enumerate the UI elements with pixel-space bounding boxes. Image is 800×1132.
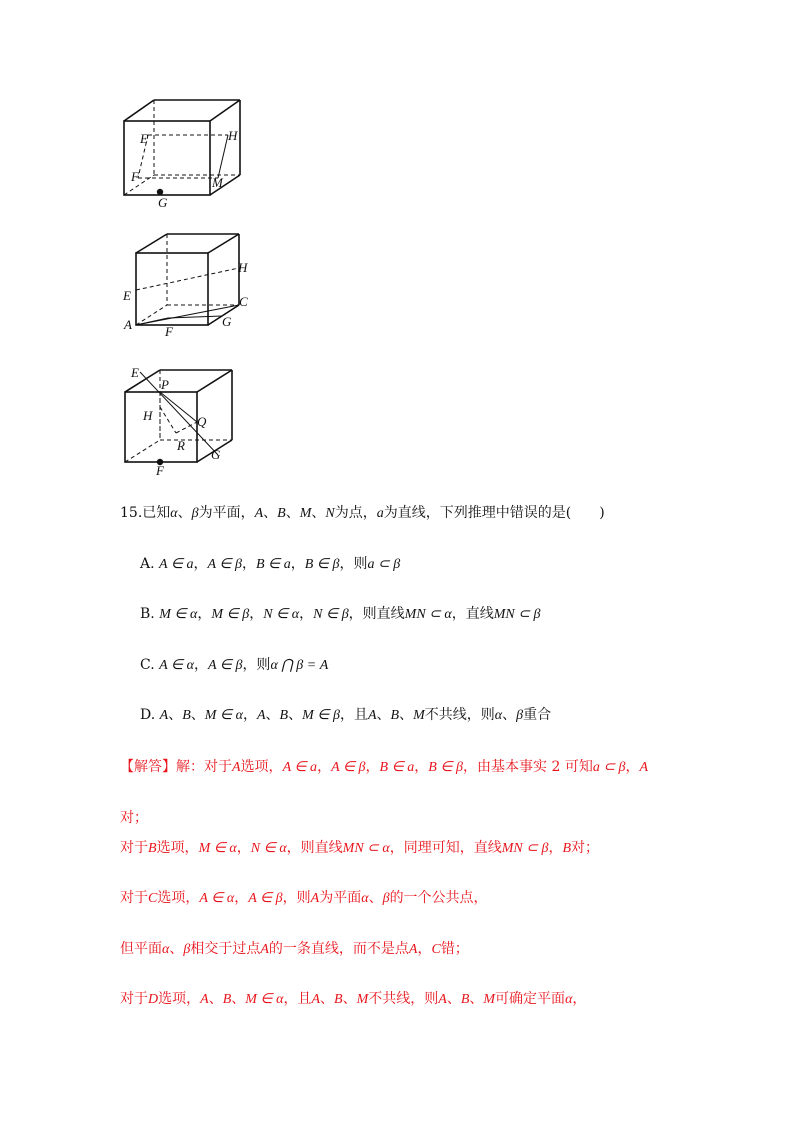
math-expression: B (148, 841, 157, 856)
text-run: 、 (399, 707, 414, 723)
math-expression: M ∈ β (302, 708, 340, 723)
math-expression: A (254, 506, 264, 521)
text-run: 、 (502, 707, 517, 723)
math-expression: M ∈ α (204, 708, 243, 723)
text-run: ， (242, 707, 257, 723)
text-run: ( ) (565, 505, 605, 521)
option-label: D. (140, 707, 156, 723)
text-run: 、 (469, 991, 484, 1007)
text-run: 、 (169, 941, 184, 957)
math-expression: M ∈ α (245, 992, 284, 1007)
text-run: ， (234, 890, 249, 906)
math-expression: B (334, 992, 343, 1007)
text-run: ， (317, 759, 332, 775)
label-P: P (161, 377, 169, 392)
text-run: 、 (342, 991, 357, 1007)
text-run: 选项， (240, 759, 283, 775)
label-G: G (211, 447, 221, 462)
math-expression: A (311, 992, 321, 1007)
math-expression: β (191, 506, 199, 521)
math-expression: C (431, 942, 441, 957)
label-F: F (165, 324, 173, 339)
math-expression: MN ⊂ α (342, 841, 390, 856)
text-run: 错； (440, 941, 469, 957)
math-expression: β (382, 891, 390, 906)
math-expression: A ∈ α (199, 891, 235, 906)
option-label: B. (140, 606, 155, 622)
math-expression: A (408, 942, 418, 957)
text-run: 【解答】解：对于 (120, 759, 232, 775)
text-run: 选项， (158, 991, 201, 1007)
math-expression: A ∈ β (207, 557, 242, 572)
math-expression: α ⋂ β = A (270, 658, 329, 673)
text-run: 为平面， (198, 505, 255, 521)
text-run: ，且 (283, 991, 312, 1007)
math-expression: A ∈ β (207, 658, 243, 673)
text-run: 对于 (120, 991, 148, 1007)
text-run: ，则 (282, 890, 311, 906)
label-E: E (140, 131, 148, 146)
math-expression: A ∈ a (282, 760, 318, 775)
option-label: C. (140, 657, 155, 673)
math-expression: A (200, 992, 209, 1007)
text-run: ，则直线 (348, 606, 405, 622)
stem-content (142, 505, 604, 521)
text-run: 不共线，则 (368, 991, 439, 1007)
math-expression: A ∈ a (159, 557, 194, 572)
text-run: 、 (231, 991, 246, 1007)
label-H: H (143, 408, 153, 423)
math-expression: A ∈ β (331, 760, 366, 775)
math-expression: a ⊂ β (367, 557, 401, 572)
math-expression: A (260, 942, 269, 957)
text-run: ，则 (339, 556, 368, 572)
option-a (140, 554, 400, 575)
math-expression: B ∈ a (255, 557, 291, 572)
math-expression: α (162, 942, 170, 957)
label-F: F (131, 169, 139, 184)
text-run: 选项， (156, 840, 199, 856)
label-E: E (123, 288, 131, 303)
question-number: 15. (120, 505, 143, 521)
text-run: 、 (177, 505, 192, 521)
text-run: 、 (320, 991, 335, 1007)
text-run: ， (241, 556, 256, 572)
question-stem (120, 503, 605, 524)
text-run: 为点， (334, 505, 377, 521)
math-expression: M (356, 992, 369, 1007)
text-run: 已知 (142, 505, 171, 521)
text-run: ， (299, 606, 314, 622)
math-expression: MN ⊂ β (501, 841, 549, 856)
math-expression: A (256, 708, 266, 723)
option-content (160, 707, 551, 723)
option-d (140, 705, 551, 726)
label-A: A (124, 317, 132, 332)
math-expression: B (222, 992, 232, 1007)
solution-line-2 (120, 808, 148, 828)
text-run: 、 (263, 505, 278, 521)
text-run: 但平面 (120, 941, 162, 957)
math-expression: α (494, 708, 503, 723)
figure-cube-2 (120, 228, 265, 343)
math-expression: B ∈ β (304, 557, 340, 572)
option-c (140, 655, 328, 676)
text-run: ，由基本事实 2 可知 (463, 759, 593, 775)
text-run: 重合 (523, 707, 552, 723)
math-expression: N (325, 506, 335, 521)
text-run: ， (236, 840, 251, 856)
text-run: ， (625, 759, 640, 775)
text-run: ，则直线 (286, 840, 343, 856)
text-run: ，同理可知，直线 (389, 840, 502, 856)
text-run: ， (290, 556, 305, 572)
math-expression: N ∈ α (263, 607, 300, 622)
label-Q: Q (197, 414, 207, 429)
text-run: ， (548, 840, 563, 856)
text-run: 的一个公共点， (389, 890, 488, 906)
text-run: 、 (288, 707, 303, 723)
math-expression: C (148, 891, 158, 906)
text-run: 为平面 (319, 890, 362, 906)
text-run: ， (193, 556, 208, 572)
text-run: 、 (265, 707, 280, 723)
math-expression: B (279, 708, 289, 723)
math-expression: A (310, 891, 320, 906)
label-G: G (158, 195, 168, 210)
math-expression: A (159, 708, 169, 723)
text-run: 、 (285, 505, 300, 521)
text-run: ， (193, 657, 208, 673)
label-E: E (131, 365, 139, 380)
solution-line-4 (120, 888, 488, 909)
text-run: 的一条直线，而不是点 (268, 941, 409, 957)
text-run: ， (414, 759, 429, 775)
math-expression: M ∈ α (198, 841, 237, 856)
text-run: 不共线，则 (424, 707, 495, 723)
text-run: ， (197, 606, 212, 622)
math-expression: A (232, 760, 241, 775)
math-expression: A ∈ β (248, 891, 283, 906)
option-content (159, 556, 400, 572)
label-M: M (212, 175, 223, 190)
text-run: 、 (311, 505, 326, 521)
text-run: 、 (190, 707, 205, 723)
math-expression: β (183, 942, 191, 957)
text-run: 为直线，下列推理中错误的是 (383, 505, 566, 521)
math-expression: β (516, 708, 524, 723)
text-run: 、 (446, 991, 461, 1007)
math-expression: MN ⊂ α (404, 607, 452, 622)
text-run: ，直线 (451, 606, 494, 622)
option-b (140, 604, 540, 625)
math-expression: B (562, 841, 572, 856)
math-expression: α (170, 506, 178, 521)
text-run: 对； (571, 840, 600, 856)
text-run: 相交于过点 (190, 941, 261, 957)
text-run: 选项， (157, 890, 200, 906)
text-run: 、 (376, 707, 391, 723)
math-expression: B ∈ a (379, 760, 415, 775)
option-content (159, 606, 540, 622)
math-expression: N ∈ α (250, 841, 287, 856)
math-expression: M ∈ β (211, 607, 250, 622)
math-expression: B (460, 992, 470, 1007)
math-expression: a ⊂ β (592, 760, 626, 775)
figure-cube-1 (110, 95, 260, 210)
math-expression: A (438, 992, 447, 1007)
solution-line-5 (120, 939, 469, 960)
text-run: 、 (168, 707, 183, 723)
label-R: R (177, 438, 185, 453)
text-run: 对于 (120, 840, 148, 856)
solution-line-3 (120, 838, 599, 859)
label-G: G (222, 314, 232, 329)
math-expression: B ∈ β (428, 760, 464, 775)
math-expression: MN ⊂ β (493, 607, 541, 622)
text-run: 、 (368, 890, 383, 906)
math-expression: M ∈ α (159, 607, 198, 622)
math-expression: α (565, 992, 573, 1007)
text-run: ，且 (339, 707, 368, 723)
figure-cube-3 (120, 362, 245, 482)
solution-line-6 (120, 989, 586, 1010)
text-run: 、 (208, 991, 223, 1007)
math-expression: a (376, 506, 384, 521)
label-H: H (228, 128, 238, 143)
option-content (159, 657, 328, 673)
math-expression: B (182, 708, 191, 723)
text-run: 对于 (120, 890, 148, 906)
text-run: ， (249, 606, 264, 622)
text-run: ，则 (242, 657, 271, 673)
label-H: H (238, 260, 248, 275)
math-expression: B (390, 708, 400, 723)
text-run: ， (365, 759, 380, 775)
math-expression: A (367, 708, 377, 723)
math-expression: A (639, 760, 649, 775)
math-expression: N ∈ β (313, 607, 349, 622)
text-run: ， (572, 991, 587, 1007)
math-expression: B (277, 506, 286, 521)
math-expression: α (361, 891, 369, 906)
text-run: 可确定平面 (495, 991, 566, 1007)
math-expression: D (148, 992, 159, 1007)
option-label: A. (140, 556, 155, 572)
text-run: 对； (120, 810, 148, 826)
text-run: ， (417, 941, 432, 957)
math-expression: A ∈ α (159, 658, 194, 673)
math-expression: M (483, 992, 496, 1007)
math-expression: M (413, 708, 425, 723)
solution-line-1 (120, 757, 648, 778)
math-expression: M (299, 506, 312, 521)
label-F: F (156, 463, 164, 478)
label-C: C (239, 294, 248, 309)
